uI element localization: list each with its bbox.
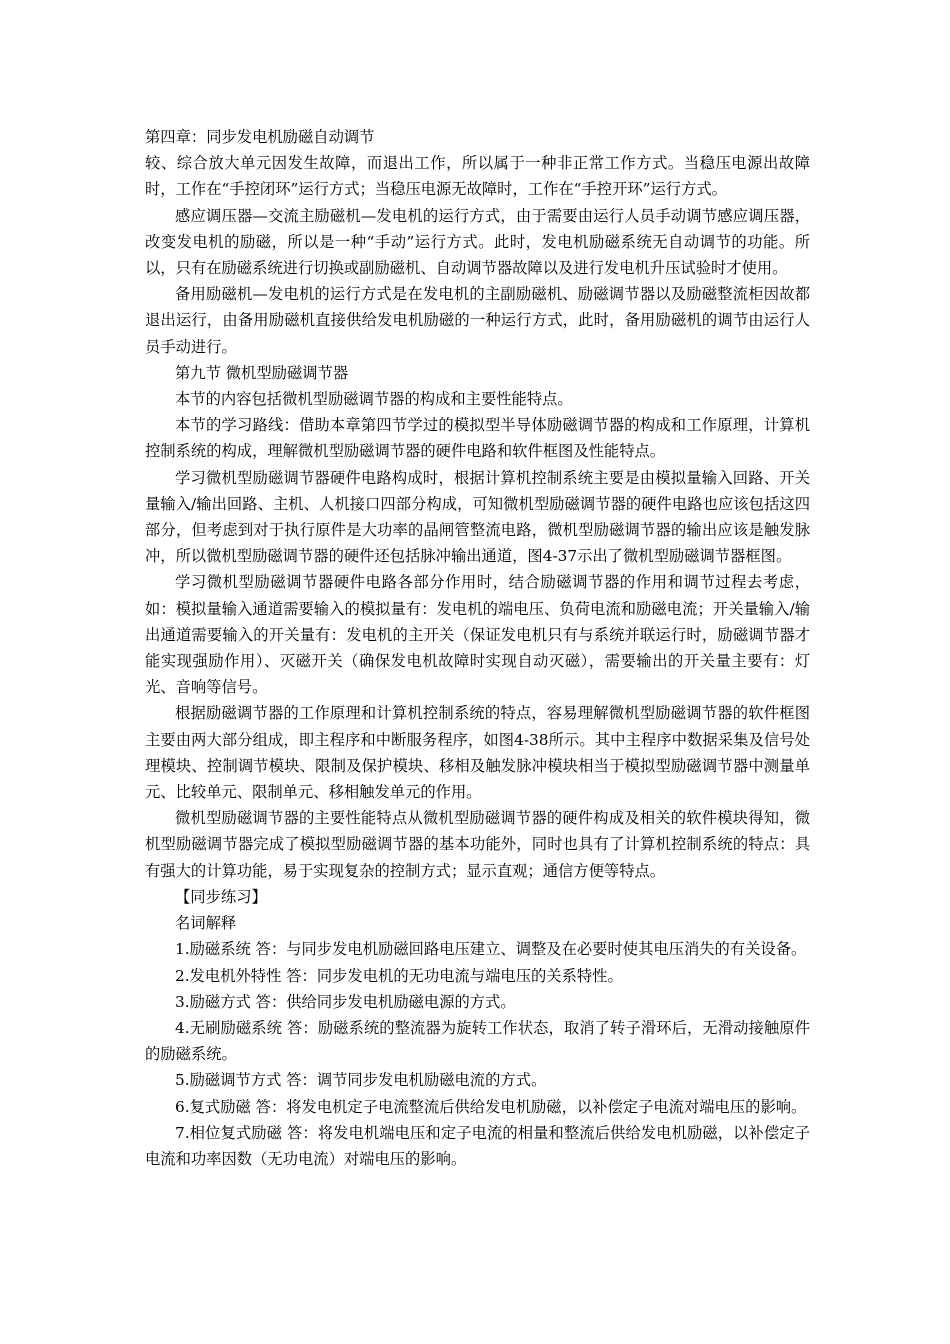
paragraph-backup-exciter: 备用励磁机—发电机的运行方式是在发电机的主副励磁机、励磁调节器以及励磁整流柜因故都退出运行，由备用励磁机直接供给发电机励磁的一种运行方式，此时，备用励磁机的调节由运行人员手动进行。 bbox=[145, 285, 810, 356]
term-item: 1.励磁系统 答：与同步发电机励磁回路电压建立、调整及在必要时使其电压消失的有关设备。 bbox=[175, 940, 807, 959]
term-item: 4.无刷励磁系统 答：励磁系统的整流器为旋转工作状态，取消了转子滑环后，无滑动接触原件的励磁系统。 bbox=[145, 1018, 810, 1064]
term-item: 3.励磁方式 答：供给同步发电机励磁电源的方式。 bbox=[175, 992, 516, 1011]
terms-title: 名词解释 bbox=[175, 914, 237, 933]
document-page bbox=[145, 124, 810, 1172]
paragraph-hardware-structure: 学习微机型励磁调节器硬件电路构成时，根据计算机控制系统主要是由模拟量输入回路、开关量输入/输出回路、主机、人机接口四部分构成，可知微机型励磁调节器的硬件电路也应该包括这四部分，但考虑到对于执行原件是大功率的晶闸管整流电路，微机型励磁调节器的输出应该是触发脉冲，所以微机型励磁调节器的硬件还包括脉冲输出通道，图4-37示出了微机型励磁调节器框图。 bbox=[145, 468, 810, 566]
term-item: 5.励磁调节方式 答：调节同步发电机励磁电流的方式。 bbox=[175, 1071, 547, 1090]
paragraph-performance: 微机型励磁调节器的主要性能特点从微机型励磁调节器的硬件构成及相关的软件模块得知，微机型励磁调节器完成了模拟型励磁调节器的基本功能外，同时也具有了计算机控制系统的特点：具有强大的计算功能，易于实现复杂的控制方式；显示直观；通信方便等特点。 bbox=[145, 809, 810, 880]
paragraph-software-framework: 根据励磁调节器的工作原理和计算机控制系统的特点，容易理解微机型励磁调节器的软件框图主要由两大部分组成，即主程序和中断服务程序，如图4-38所示。其中主程序中数据采集及信号处理模块、控制调节模块、限制及保护模块、移相及触发脉冲模块相当于模拟型励磁调节器中测量单元、比较单元、限制单元、移相触发单元的作用。 bbox=[145, 704, 810, 802]
paragraph-induction-regulator: 感应调压器—交流主励磁机—发电机的运行方式，由于需要由运行人员手动调节感应调压器，改变发电机的励磁，所以是一种“手动”运行方式。此时，发电机励磁系统无自动调节的功能。所以，只有在励磁系统进行切换或副励磁机、自动调节器故障以及进行发电机升压试验时才使用。 bbox=[145, 206, 810, 278]
term-item: 7.相位复式励磁 答：将发电机端电压和定子电流的相量和整流后供给发电机励磁，以补偿定子电流和功率因数（无功电流）对端电压的影响。 bbox=[145, 1123, 810, 1168]
paragraph-learning-route: 本节的学习路线：借助本章第四节学过的模拟型半导体励磁调节器的构成和工作原理，计算机控制系统的构成，理解微机型励磁调节器的硬件电路和软件框图及性能特点。 bbox=[145, 416, 810, 461]
exercise-title: 【同步练习】 bbox=[175, 887, 267, 906]
paragraph-section-content: 本节的内容包括微机型励磁调节器的构成和主要性能特点。 bbox=[175, 390, 573, 409]
paragraph-hardware-functions: 学习微机型励磁调节器硬件电路各部分作用时，结合励磁调节器的作用和调节过程去考虑，如：模拟量输入通道需要输入的模拟量有：发电机的端电压、负荷电流和励磁电流；开关量输入/输出通道需要输入的开关量有：发电机的主开关（保证发电机只有与系统并联运行时，励磁调节器才能实现强励作用）、灭磁开关（确保发电机故障时实现自动灭磁），需要输出的开关量主要有：灯光、音响等信号。 bbox=[145, 573, 810, 697]
term-item: 6.复式励磁 答：将发电机定子电流整流后供给发电机励磁，以补偿定子电流对端电压的影响。 bbox=[175, 1097, 807, 1116]
section-title: 第九节 微机型励磁调节器 bbox=[175, 363, 349, 382]
term-item: 2.发电机外特性 答：同步发电机的无功电流与端电压的关系特性。 bbox=[175, 966, 623, 985]
paragraph-continued: 较、综合放大单元因发生故障，而退出工作，所以属于一种非正常工作方式。当稳压电源出故障时，工作在“手控闭环”运行方式；当稳压电源无故障时，工作在“手控开环”运行方式。 bbox=[145, 154, 810, 199]
chapter-header: 第四章：同步发电机励磁自动调节 bbox=[145, 128, 375, 146]
